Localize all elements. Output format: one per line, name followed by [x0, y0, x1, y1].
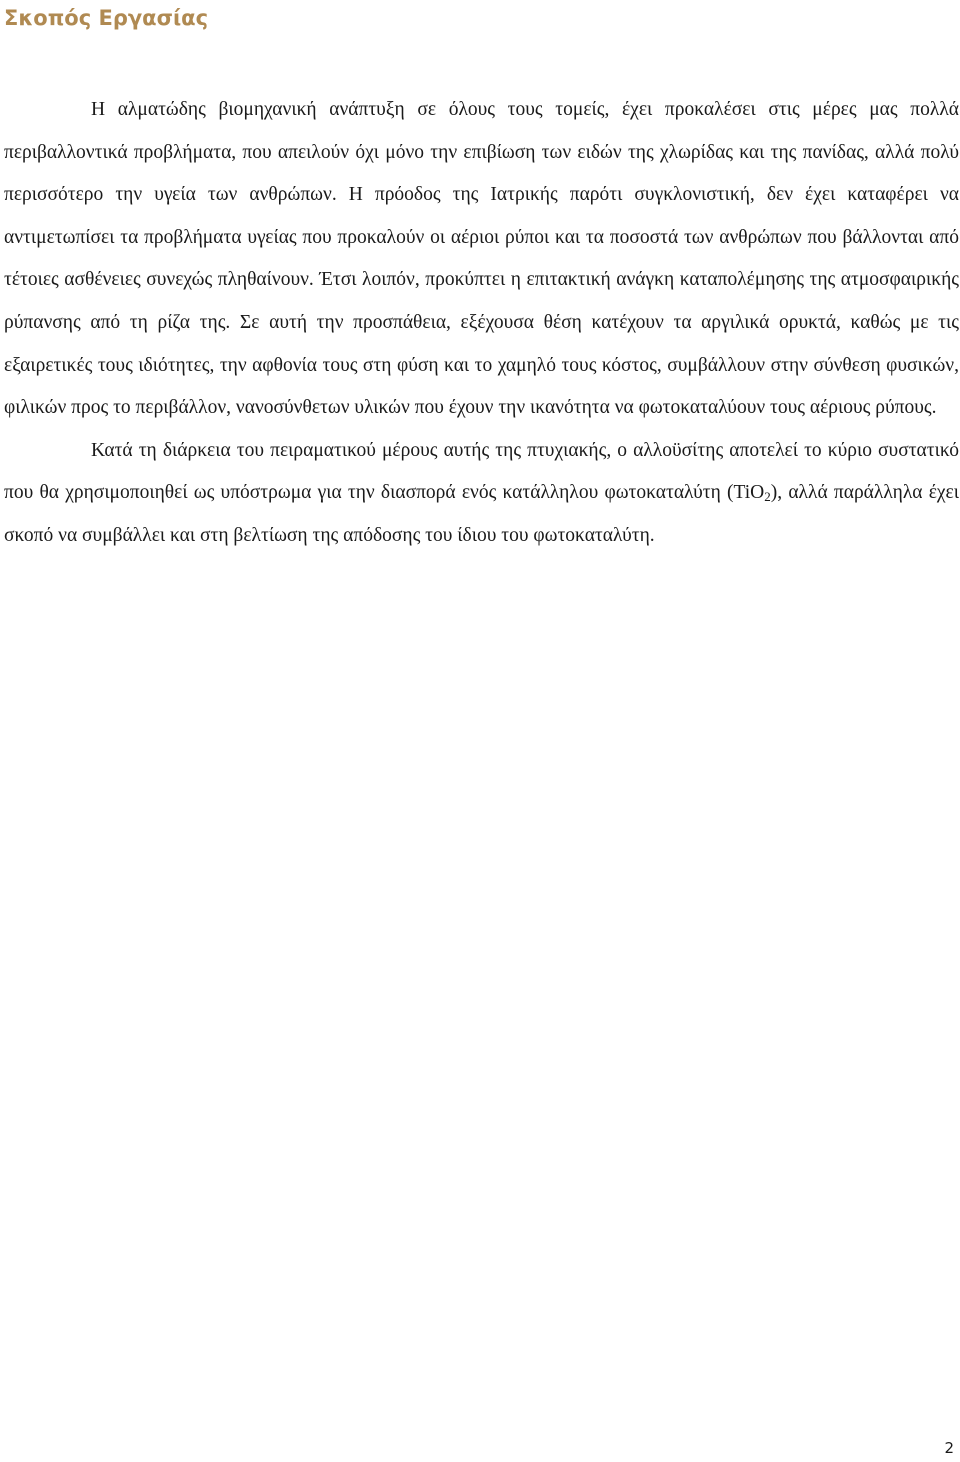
section-heading: Σκοπός Εργασίας	[4, 6, 209, 30]
page-number: 2	[944, 1439, 954, 1457]
paragraph-2-text-before: Κατά τη διάρκεια του πειραματικού μέρους αυτής της πτυχιακής, ο αλλοϋσίτης αποτελεί το κύριο συστατικό που θα χρησιμοποιηθεί ως υπόστρωμα για την διασπορά ενός κατάλληλου φωτοκαταλύτη (TiO	[4, 439, 959, 504]
body-text	[4, 89, 959, 558]
subscript-two: 2	[764, 489, 771, 505]
paragraph-2-text-after: ), αλλά παράλληλα έχει σκοπό να συμβάλλει και στη βελτίωση της απόδοσης του ίδιου του φωτοκαταλύτη.	[4, 482, 959, 546]
paragraph-1: Η αλματώδης βιομηχανική ανάπτυξη σε όλους τους τομείς, έχει προκαλέσει στις μέρες μας πολλά περιβαλλοντικά προβλήματα, που απειλούν όχι μόνο την επιβίωση των ειδών της χλωρίδας και της πανίδας, αλλά πολύ περισσότερο την υγεία των ανθρώπων. Η πρόοδος της Ιατρικής παρότι συγκλονιστική, δεν έχει καταφέρει να αντιμετωπίσει τα προβλήματα υγείας που προκαλούν οι αέριοι ρύποι και τα ποσοστά των ανθρώπων που βάλλονται από τέτοιες ασθένειες συνεχώς πληθαίνουν. Έτσι λοιπόν, προκύπτει η επιτακτική ανάγκη καταπολέμησης της ατμοσφαιρικής ρύπανσης από τη ρίζα της. Σε αυτή την προσπάθεια, εξέχουσα θέση κατέχουν τα αργιλικά ορυκτά, καθώς με τις εξαιρετικές τους ιδιότητες, την αφθονία τους στη φύση και το χαμηλό τους κόστος, συμβάλλουν στην σύνθεση φυσικών, φιλικών προς το περιβάλλον, νανοσύνθετων υλικών που έχουν την ικανότητα να φωτοκαταλύουν τους αέριους ρύπους.	[4, 99, 959, 419]
paragraph-2	[4, 430, 959, 558]
